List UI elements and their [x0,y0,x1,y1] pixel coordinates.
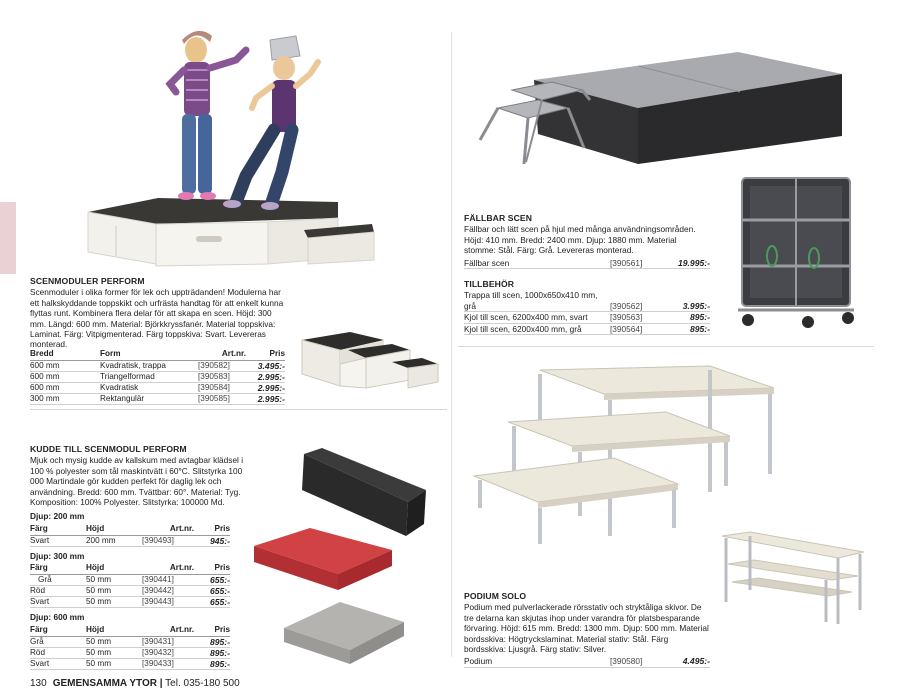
product-name: grå [464,300,476,311]
cell-bredd: 300 mm [30,394,100,405]
product-price: 3.995:- [682,300,710,311]
cell-price: 655:- [194,575,230,586]
table-row [30,394,285,405]
cell-hojd: 50 mm [86,658,142,669]
cell-artnr: [390584] [198,383,246,394]
cell-artnr: [390443] [142,597,194,608]
table-row [30,647,230,658]
kudde-table-200 [30,524,230,547]
col-header-artnr: Art.nr. [142,563,194,575]
product-price: 4.495:- [682,656,710,667]
cell-artnr: [390433] [142,658,194,669]
product-artnr: [390564] [610,323,643,334]
group-label-djup-200: Djup: 200 mm [30,511,85,522]
cell-artnr: [390585] [198,394,246,405]
cell-bredd: 600 mm [30,361,100,372]
cell-form: Kvadratisk [100,383,198,394]
cell-hojd: 50 mm [86,597,142,608]
cell-farg: Svart [30,597,86,608]
cell-price: 655:- [194,586,230,597]
scenmoduler-description: Scenmoduler i olika former för lek och uppträdanden! Modulerna har ett halkskyddande toppskikt och urfrästa handtag för att enkelt kunna flyttas runt. Kombinera flera delar för att skapa en scen. Höjd: 300 mm. Längd: 600 mm. Material: Björkkryssfanér. Material toppskiva: Laminat. Färg: Vitpigmenterad. Färg toppskiva: Svart. Levereras monterad. [30,287,284,350]
cell-price: 2.995:- [246,394,285,405]
product-artnr: [390561] [610,257,643,268]
group-label-djup-600: Djup: 600 mm [30,612,85,623]
table-header-row [30,625,230,637]
fallbar-product-row [464,258,710,269]
section-tab-marker [0,202,16,274]
section-divider-left [30,409,447,410]
tillbehor-item-name-top: Trappa till scen, 1000x650x410 mm, [464,290,598,301]
table-row [30,658,230,669]
page-footer [30,678,240,690]
cell-artnr: [390441] [142,575,194,586]
col-header-artnr: Art.nr. [142,524,194,536]
table-row [30,636,230,647]
product-artnr: [390562] [610,300,643,311]
podium-product-row [464,656,710,667]
product-artnr: [390580] [610,656,643,667]
stage-modules-photo [300,330,440,392]
podium-stacked-photo [720,530,868,628]
col-header-farg: Färg [30,524,86,536]
table-row [30,586,230,597]
cell-hojd: 50 mm [86,636,142,647]
tillbehor-row [464,312,710,323]
kudde-description: Mjuk och mysig kudde av kallskum med avtagbar klädsel i 100 % polyester som tål maskintvätt i 60°C. Slitstyrka 100 000 Martindale gör kudden perfekt för daglig lek och användning. Bredd: 600 mm. Tvättbar: 60°. Material: Tyg. Komposition: 100% Polyester. Slitstyrka: 100000 Md. [30,455,244,508]
product-name: Fällbar scen [464,257,510,268]
cell-farg: Röd [30,586,86,597]
black-cushion-photo [298,446,430,538]
cell-price: 655:- [194,597,230,608]
scenmoduler-section [30,276,288,350]
table-row [30,383,285,394]
page-number: 130 [30,678,47,689]
table-row [30,597,230,608]
footer-separator: | [159,678,163,689]
cell-farg: Röd [30,647,86,658]
kudde-table-300 [30,563,230,608]
table-row [30,372,285,383]
table-row [30,575,230,586]
tillbehor-title: TILLBEHÖR [464,279,515,290]
table-row [30,535,230,546]
cell-price: 895:- [194,658,230,669]
column-divider [451,32,452,657]
footer-phone: Tel. 035-180 500 [165,678,240,689]
grey-cushion-photo [280,600,408,666]
group-label-djup-300: Djup: 300 mm [30,550,85,561]
cell-hojd: 200 mm [86,535,142,546]
cell-hojd: 50 mm [86,575,142,586]
cell-price: 3.495:- [246,361,285,372]
podium-photo [470,366,780,552]
scenmoduler-title: SCENMODULER PERFORM [30,276,145,286]
cell-artnr: [390442] [142,586,194,597]
footer-category: GEMENSAMMA YTOR [52,678,157,689]
cell-artnr: [390432] [142,647,194,658]
product-price: 895:- [689,312,710,323]
podium-description: Podium med pulverlackerade rörsstativ och stryktåliga skivor. De tre delarna kan skjutas ihop under varandra för platsbesparande förvaring. Höjd: 615 mm. Bredd: 1300 mm. Djup: 500 mm. Material bordsskiva: Högtryckslaminat. Material stativ: Stål. Färg bordsskiva: Ljusgrå. Färg stativ: Silver. [464,602,709,655]
cell-farg: Grå [30,575,86,586]
product-name: Kjol till scen, 6200x400 mm, svart [464,312,588,323]
product-price: 895:- [689,323,710,334]
col-header-hojd: Höjd [86,524,142,536]
fallbar-section [464,213,710,335]
cell-hojd: 50 mm [86,586,142,597]
col-header-pris: Pris [194,625,230,637]
fallbar-title: FÄLLBAR SCEN [464,213,533,223]
cell-hojd: 50 mm [86,647,142,658]
cell-price: 895:- [194,647,230,658]
cell-form: Kvadratisk, trappa [100,361,198,372]
col-header-bredd: Bredd [30,349,100,361]
cell-bredd: 600 mm [30,383,100,394]
product-name: Kjol till scen, 6200x400 mm, grå [464,323,582,334]
product-name: Podium [464,656,493,667]
podium-title: PODIUM SOLO [464,591,527,601]
col-header-artnr: Art.nr. [142,625,194,637]
product-price: 19.995:- [677,257,710,268]
cell-farg: Svart [30,658,86,669]
product-artnr: [390563] [610,312,643,323]
scenmoduler-table [30,349,285,405]
foldable-stage-photo [478,52,846,168]
table-row [30,361,285,372]
cell-price: 945:- [194,535,230,546]
tillbehor-row [464,324,710,335]
cell-farg: Grå [30,636,86,647]
col-header-hojd: Höjd [86,625,142,637]
red-cushion-photo [250,526,396,594]
folded-stage-photo [736,172,862,330]
col-header-artnr: Art.nr. [198,349,246,361]
cell-price: 895:- [194,636,230,647]
tillbehor-row [464,301,710,312]
table-header-row [30,524,230,536]
kids-on-stage-photo [86,26,378,266]
scenmoduler-table-wrap [30,347,285,405]
fallbar-description: Fällbar och lätt scen på hjul med många användningsområden. Höjd: 410 mm. Bredd: 2400 mm. Djup: 1880 mm. Material stomme: Stål. Färg: Grå. Levereras monterad. [464,224,696,256]
cell-bredd: 600 mm [30,372,100,383]
col-header-farg: Färg [30,563,86,575]
col-header-pris: Pris [194,524,230,536]
kudde-title: KUDDE TILL SCENMODUL PERFORM [30,444,187,454]
cell-price: 2.995:- [246,383,285,394]
cell-farg: Svart [30,535,86,546]
kudde-table-600 [30,625,230,670]
cell-form: Triangelformad [100,372,198,383]
cell-price: 2.995:- [246,372,285,383]
section-divider-right [458,346,874,347]
col-header-farg: Färg [30,625,86,637]
cell-artnr: [390493] [142,535,194,546]
cell-artnr: [390431] [142,636,194,647]
col-header-form: Form [100,349,198,361]
cell-form: Rektangulär [100,394,198,405]
kudde-section [30,444,248,670]
podium-section [464,591,710,668]
col-header-hojd: Höjd [86,563,142,575]
cell-artnr: [390583] [198,372,246,383]
col-header-pris: Pris [246,349,285,361]
cell-artnr: [390582] [198,361,246,372]
col-header-pris: Pris [194,563,230,575]
table-header-row [30,563,230,575]
table-header-row [30,349,285,361]
